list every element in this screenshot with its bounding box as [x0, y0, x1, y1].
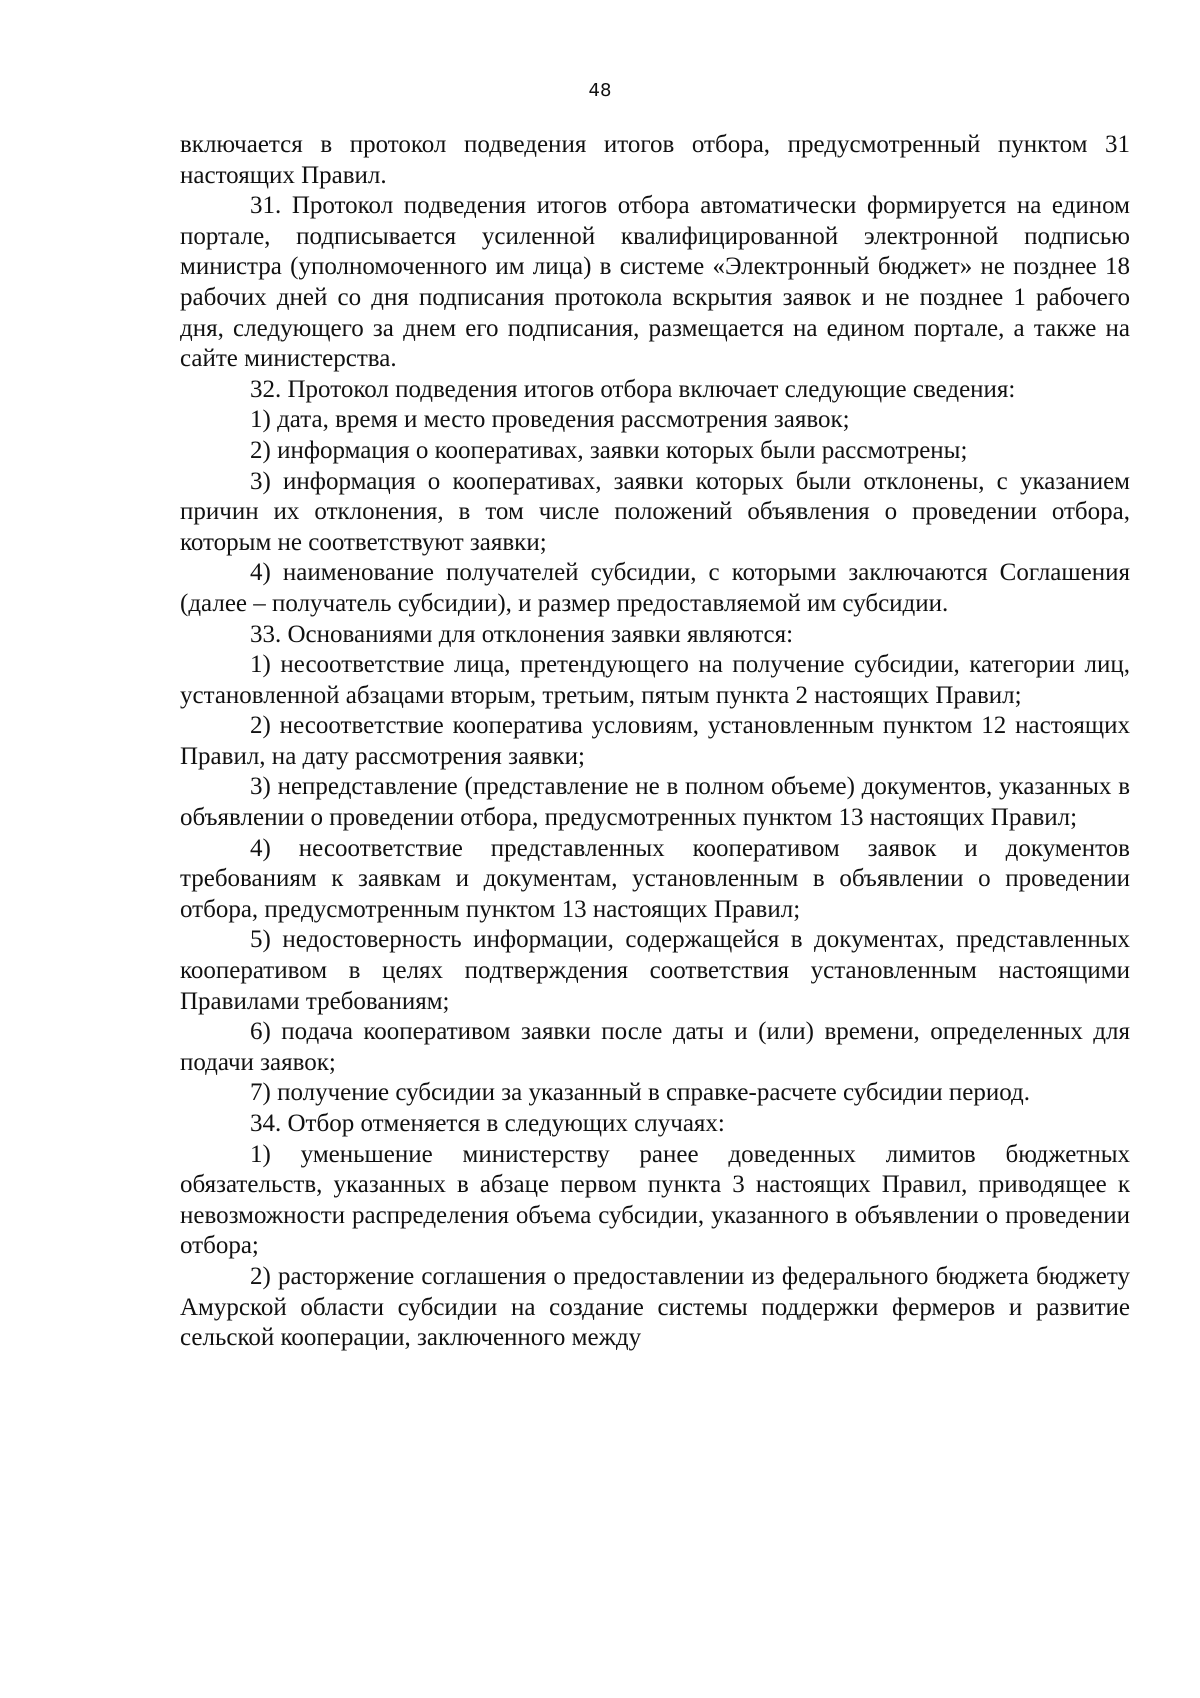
document-body [180, 130, 1130, 1354]
paragraph: 33. Основаниями для отклонения заявки являются: [250, 620, 794, 648]
paragraph: 6) подача кооперативом заявки после даты и (или) времени, определенных для подачи заявок; [180, 1018, 1130, 1076]
paragraph: 4) несоответствие представленных кооперативом заявок и документов требованиям к заявкам и документам, установленным в объявлении о проведении отбора, предусмотренным пунктом 13 настоящих Правил; [180, 834, 1130, 923]
paragraph: 32. Протокол подведения итогов отбора включает следующие сведения: [250, 375, 1016, 403]
paragraph: 2) несоответствие кооператива условиям, установленным пунктом 12 настоящих Правил, на дату рассмотрения заявки; [180, 712, 1130, 770]
paragraph: 3) непредставление (представление не в полном объеме) документов, указанных в объявлении о проведении отбора, предусмотренных пунктом 13 настоящих Правил; [180, 773, 1130, 832]
paragraph: 4) наименование получателей субсидии, с которыми заключаются Соглашения (далее – получатель субсидии), и размер предоставляемой им субсидии. [180, 559, 1130, 617]
paragraph: 3) информация о кооперативах, заявки которых были отклонены, с указанием причин их отклонения, в том числе положений объявления о проведении отбора, которым не соответствуют заявки; [180, 467, 1130, 556]
paragraph: 5) недостоверность информации, содержащейся в документах, представленных кооперативом в целях подтверждения соответствия установленным настоящими Правилами требованиям; [180, 926, 1130, 1015]
paragraph: 34. Отбор отменяется в следующих случаях: [250, 1110, 725, 1137]
paragraph: 7) получение субсидии за указанный в справке-расчете субсидии период. [250, 1079, 1030, 1107]
paragraph: включается в протокол подведения итогов отбора, предусмотренный пунктом 31 настоящих Правил. [180, 131, 1130, 189]
paragraph: 1) уменьшение министерству ранее доведенных лимитов бюджетных обязательств, указанных в абзаце первом пункта 3 настоящих Правил, приводящее к невозможности распределения объема субсидии, указанного в объявлении о проведении отбора; [180, 1140, 1130, 1260]
page-number: 48 [588, 80, 612, 101]
paragraph: 2) информация о кооперативах, заявки которых были рассмотрены; [250, 436, 968, 464]
paragraph: 31. Протокол подведения итогов отбора автоматически формируется на едином портале, подписывается усиленной квалифицированной электронной подписью министра (уполномоченного им лица) в системе «Электронный бюджет» не позднее 18 рабочих дней со дня подписания протокола вскрытия заявок и не позднее 1 рабочего дня, следующего за днем его подписания, размещается на едином портале, а также на сайте министерства. [180, 192, 1130, 373]
paragraph: 1) дата, время и место проведения рассмотрения заявок; [250, 406, 850, 434]
paragraph: 1) несоответствие лица, претендующего на получение субсидии, категории лиц, установленной абзацами вторым, третьим, пятым пункта 2 настоящих Правил; [180, 651, 1130, 709]
paragraph: 2) расторжение соглашения о предоставлении из федерального бюджета бюджету Амурской области субсидии на создание системы поддержки фермеров и развитие сельской кооперации, заключенного между [180, 1262, 1130, 1352]
